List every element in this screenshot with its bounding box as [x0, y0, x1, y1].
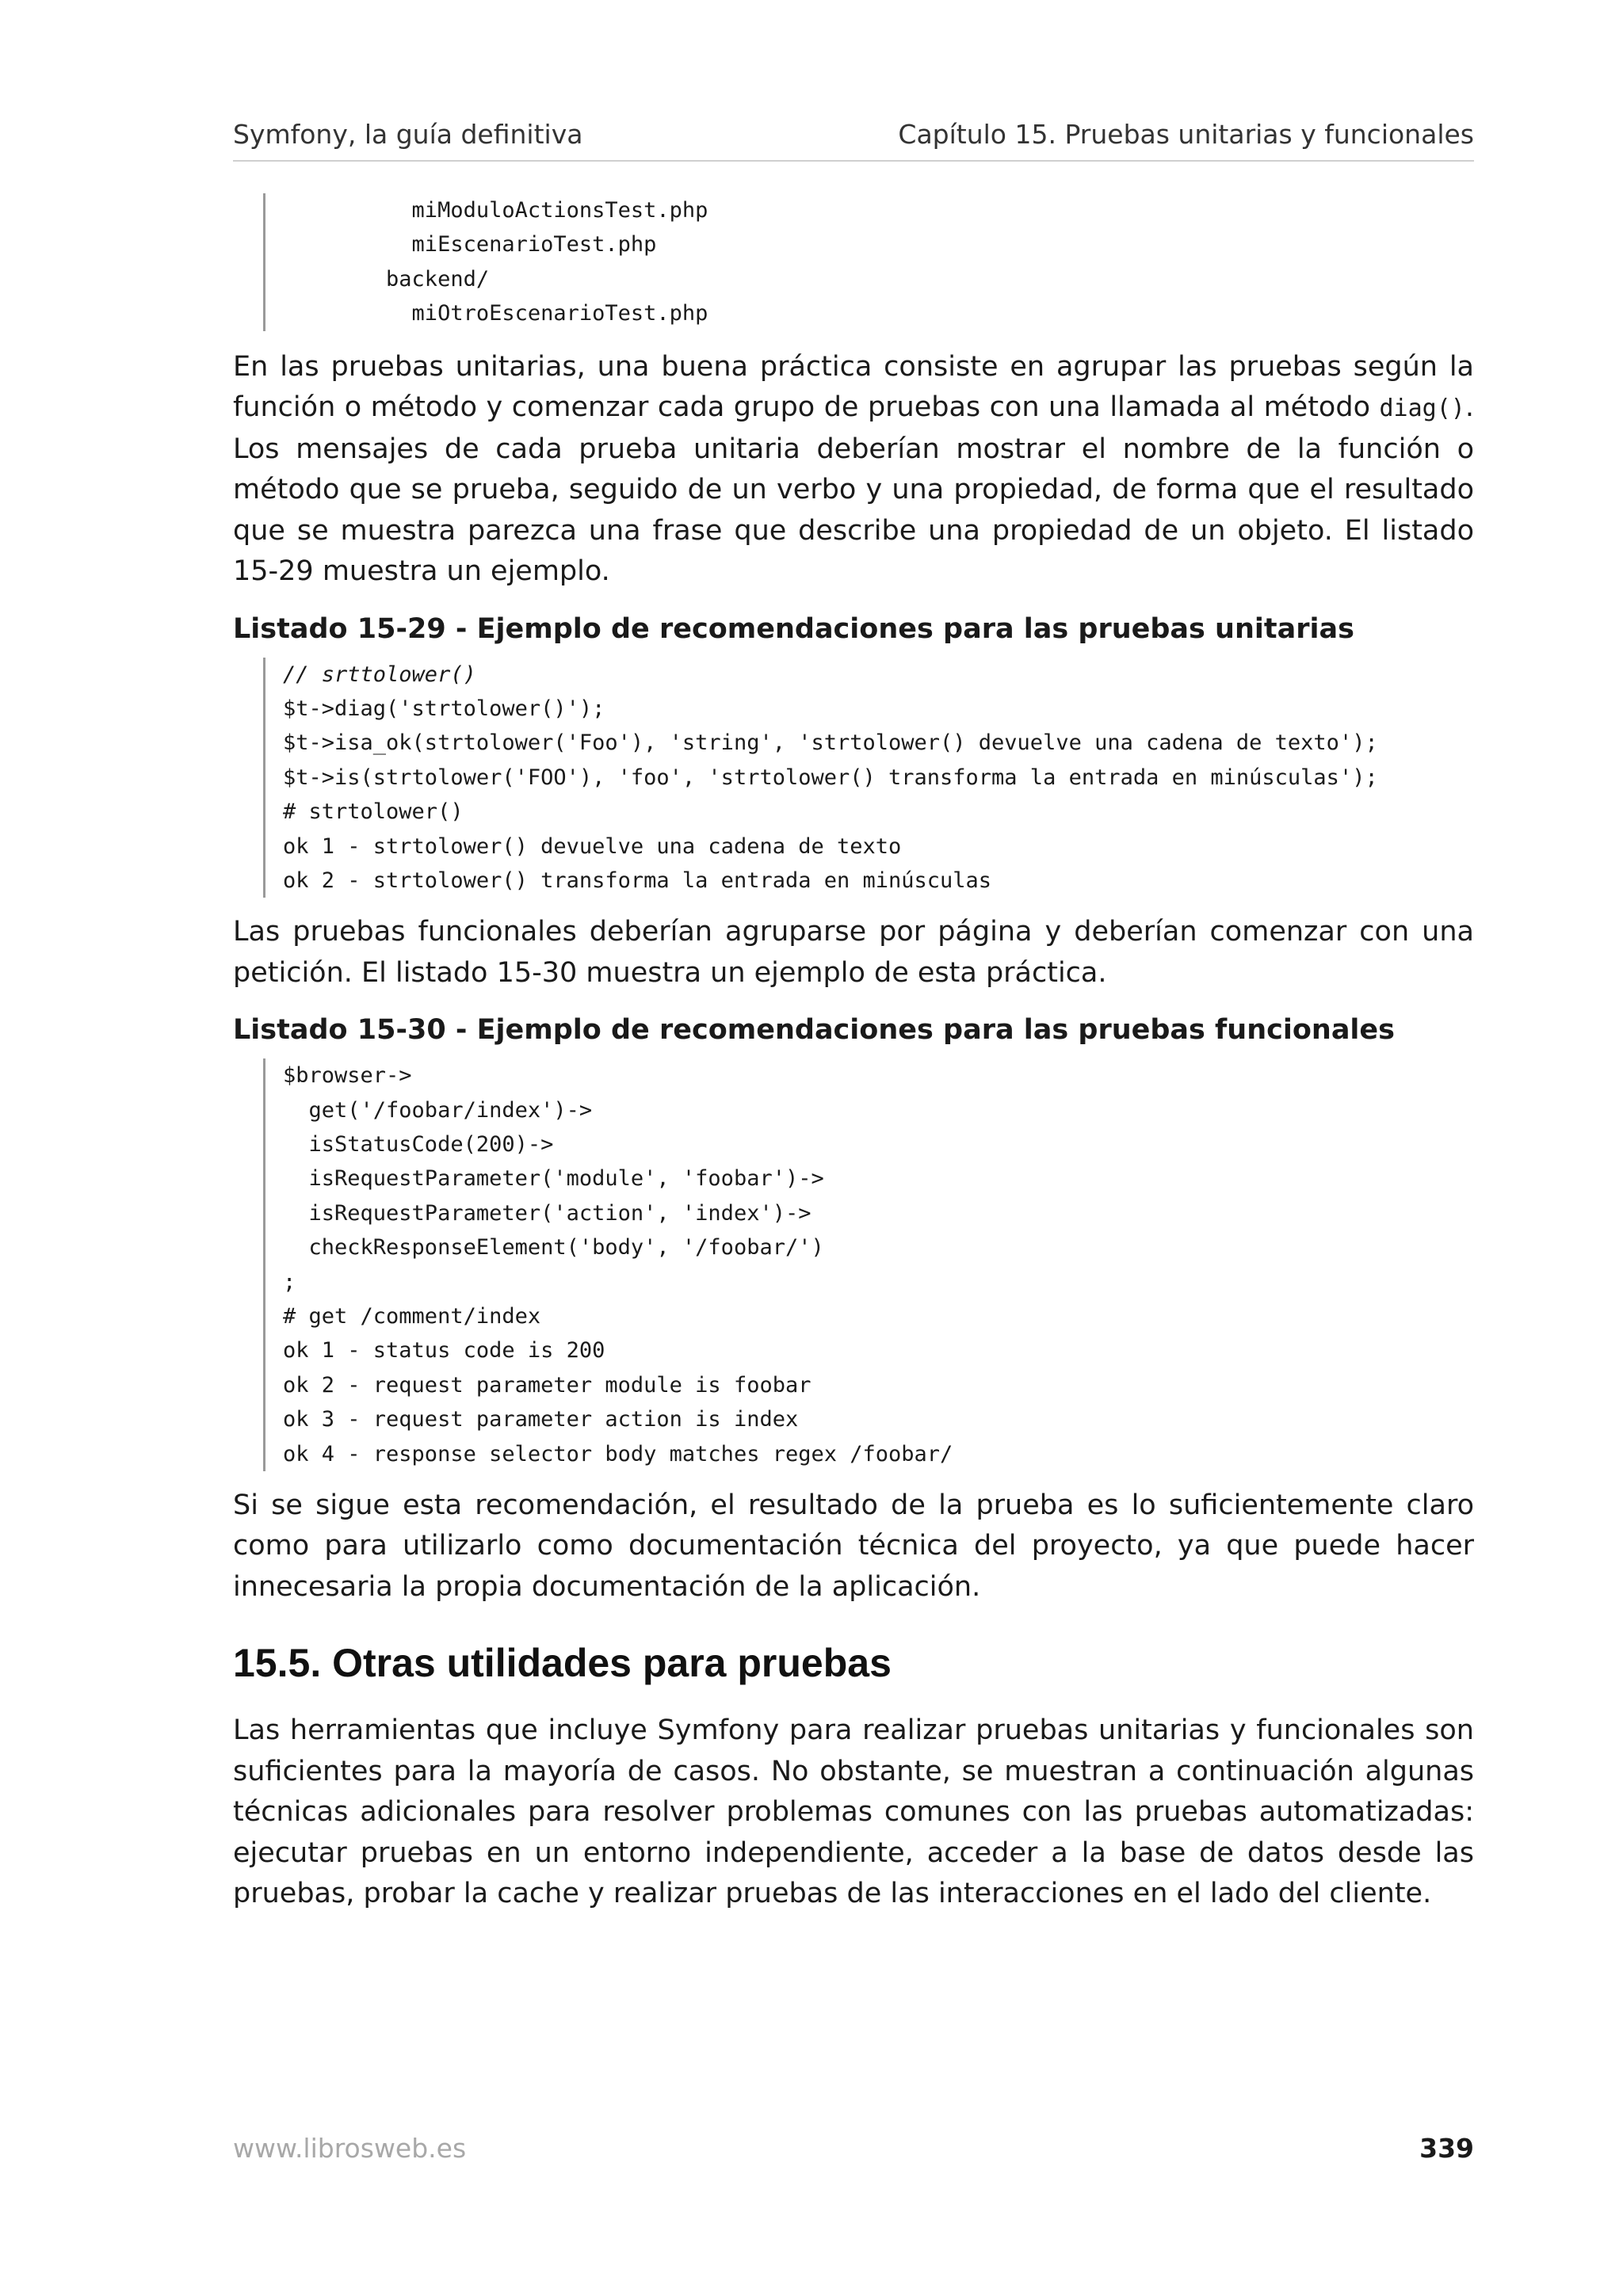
- code-line: $t->isa_ok(strtolower('Foo'), 'string', 'strtolower() devuelve una cadena de texto');: [283, 730, 1378, 756]
- code-line: ok 3 - request parameter action is index: [283, 1407, 799, 1432]
- book-title: Symfony, la guía definitiva: [233, 119, 583, 150]
- inline-code: diag(): [1379, 395, 1465, 423]
- code-block-directory: [263, 193, 1474, 331]
- page-number: 339: [1419, 2133, 1474, 2164]
- paragraph-text: . Los mensajes de cada prueba unitaria deberían mostrar el nombre de la función o método que se prueba, seguido de un verbo y una propiedad, de forma que el resultado que se muestra parezca una frase que describe una propiedad de un objeto. El listado 15-29 muestra un ejemplo.: [233, 391, 1474, 588]
- section-heading: 15.5. Otras utilidades para pruebas: [233, 1641, 892, 1686]
- code-comment: // srttolower(): [283, 662, 476, 687]
- code-line: miOtroEscenarioTest.php: [283, 301, 708, 326]
- site-url: www.librosweb.es: [233, 2133, 467, 2164]
- page-content: [233, 193, 1474, 1915]
- code-line: $browser->: [283, 1063, 412, 1089]
- code-line: # get /comment/index: [283, 1304, 541, 1329]
- code-line: isStatusCode(200)->: [283, 1132, 554, 1158]
- paragraph-recommendation: Si se sigue esta recomendación, el resultado de la prueba es lo suficientemente claro como para utilizarlo como documentación técnica del proyecto, ya que puede hacer innecesaria la propia documentación de la aplicación.: [233, 1489, 1474, 1603]
- code-line: miEscenarioTest.php: [283, 232, 657, 257]
- paragraph-unit-tests: [233, 347, 1474, 593]
- code-block-listing-15-29: [263, 658, 1474, 898]
- page-footer: [233, 2133, 1474, 2172]
- code-line: ok 4 - response selector body matches regex /foobar/: [283, 1441, 953, 1466]
- code-line: isRequestParameter('action', 'index')->: [283, 1200, 812, 1226]
- page-header: [233, 119, 1474, 162]
- code-line: ok 2 - strtolower() transforma la entrada en minúsculas: [283, 868, 992, 893]
- paragraph-text: En las pruebas unitarias, una buena práctica consiste en agrupar las pruebas según la función o método y comenzar cada grupo de pruebas con una llamada al método: [233, 350, 1474, 424]
- code-line: # strtolower(): [283, 799, 464, 825]
- code-line: $t->diag('strtolower()');: [283, 696, 605, 721]
- chapter-title: Capítulo 15. Pruebas unitarias y funcionales: [898, 119, 1474, 150]
- paragraph-other-utilities: Las herramientas que incluye Symfony para realizar pruebas unitarias y funcionales son suficientes para la mayoría de casos. No obstante, se muestran a continuación algunas técnicas adicionales para resolver problemas comunes con las pruebas automatizadas: ejecutar pruebas en un entorno independiente, acceder a la base de datos desde las pruebas, probar la cache y realizar pruebas de las interacciones en el lado del cliente.: [233, 1714, 1474, 1910]
- code-line: ;: [283, 1269, 296, 1295]
- code-line: miModuloActionsTest.php: [283, 198, 708, 223]
- code-line: ok 1 - status code is 200: [283, 1338, 605, 1363]
- code-block-listing-15-30: [263, 1058, 1474, 1471]
- code-line: ok 1 - strtolower() devuelve una cadena de texto: [283, 833, 902, 859]
- code-line: ok 2 - request parameter module is foobar: [283, 1372, 812, 1398]
- code-line: isRequestParameter('module', 'foobar')->: [283, 1166, 824, 1192]
- code-line: checkResponseElement('body', '/foobar/'): [283, 1235, 824, 1261]
- code-line: get('/foobar/index')->: [283, 1097, 593, 1123]
- listing-15-30-title: Listado 15-30 - Ejemplo de recomendaciones para las pruebas funcionales: [233, 1014, 1396, 1047]
- code-line: $t->is(strtolower('FOO'), 'foo', 'strtolower() transforma la entrada en minúsculas');: [283, 765, 1378, 790]
- code-line: backend/: [283, 266, 490, 292]
- listing-15-29-title: Listado 15-29 - Ejemplo de recomendaciones para las pruebas unitarias: [233, 612, 1354, 645]
- paragraph-functional-tests: Las pruebas funcionales deberían agruparse por página y deberían comenzar con una petición. El listado 15-30 muestra un ejemplo de esta práctica.: [233, 916, 1474, 989]
